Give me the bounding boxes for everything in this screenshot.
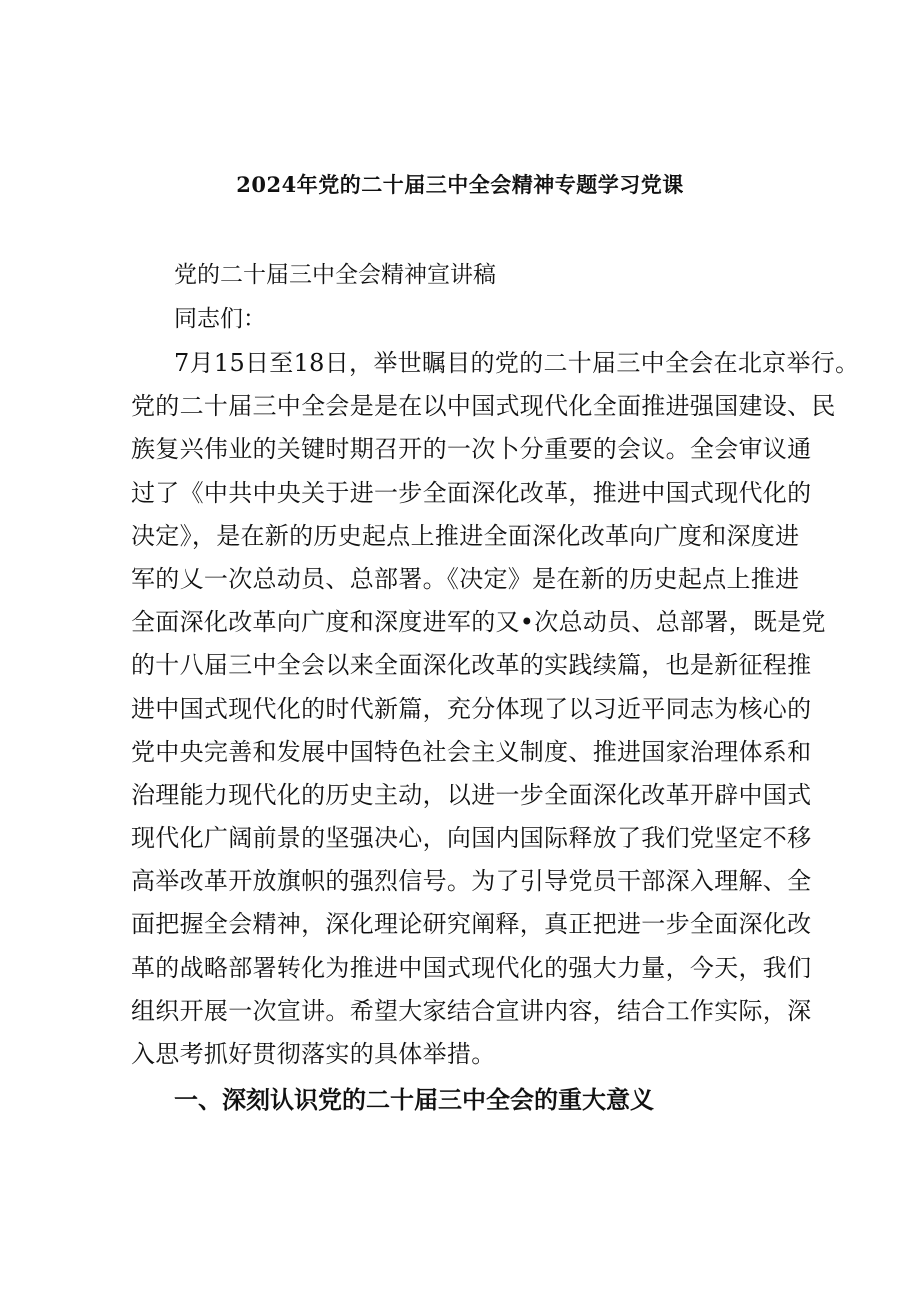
section-heading: 一、深刻认识党的二十届三中全会的重大意义 bbox=[174, 1085, 654, 1114]
paragraph-line: 革的战略部署转化为推进中国式现代化的强大力量，今天，我们 bbox=[131, 953, 812, 982]
body-paragraph bbox=[131, 342, 860, 1076]
paragraph-line: 7月15日至18日，举世瞩目的党的二十届三中全会在北京举行。 bbox=[174, 349, 860, 377]
paragraph-line: 治理能力现代化的历史主动，以进一步全面深化改革开辟中国式 bbox=[131, 780, 812, 809]
paragraph-line: 组织开展一次宣讲。希望大家结合宣讲内容，结合工作实际，深 bbox=[131, 996, 812, 1025]
paragraph-line: 面把握全会精神，深化理论研究阐释，真正把进一步全面深化改 bbox=[131, 910, 812, 939]
paragraph-line: 入思考抓好贯彻落实的具体举措。 bbox=[131, 1040, 496, 1068]
salutation: 同志们： bbox=[174, 306, 266, 332]
paragraph-line: 进中国式现代化的时代新篇，充分体现了以习近平同志为核心的 bbox=[131, 694, 812, 723]
paragraph-line: 过了《中共中央关于进一步全面深化改革，推进中国式现代化的 bbox=[131, 478, 812, 507]
paragraph-line: 全面深化改革向广度和深度进军的又•次总动员、总部署，既是党 bbox=[131, 608, 826, 637]
paragraph-line: 党的二十届三中全会是是在以中国式现代化全面推进强国建设、民 bbox=[131, 392, 836, 421]
paragraph-line: 军的乂一次总动员、总部署。《决定》是在新的历史起点上推进 bbox=[131, 564, 800, 593]
paragraph-line: 高举改革开放旗帜的强烈信号。为了引导党员干部深入理解、全 bbox=[131, 867, 812, 896]
paragraph-line: 决定》，是在新的历史起点上推进全面深化改革向广度和深度进 bbox=[131, 521, 800, 550]
document-subtitle: 党的二十届三中全会精神宣讲稿 bbox=[174, 262, 496, 288]
paragraph-line: 族复兴伟业的关键时期召开的一次卜分重要的会议。全会审议通 bbox=[131, 435, 812, 464]
document-title: 2024年党的二十届三中全会精神专题学习党课 bbox=[236, 172, 684, 197]
paragraph-line: 的十八届三中全会以来全面深化改革的实践续篇，也是新征程推 bbox=[131, 651, 812, 680]
paragraph-line: 党中央完善和发展中国特色社会主义制度、推进国家治理体系和 bbox=[131, 737, 812, 766]
paragraph-line: 现代化广阔前景的坚强决心，向国内国际释放了我们党坚定不移 bbox=[131, 824, 812, 853]
